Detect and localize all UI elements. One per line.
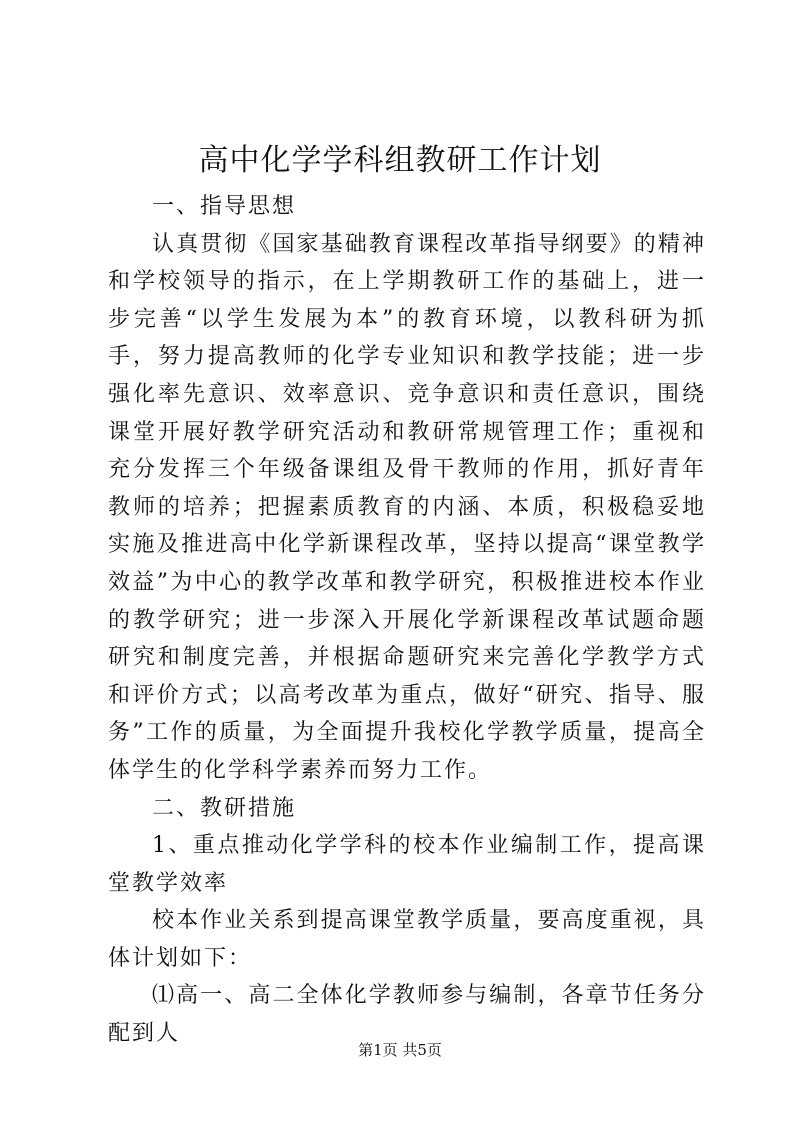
paragraph-guiding-ideology: 认真贯彻《国家基础教育课程改革指导纲要》的精神和学校领导的指示，在上学期教研工作的基础上，进一步完善“以学生发展为本”的教育环境，以教科研为抓手，努力提高教师的化学专业知识和教学技能；进一步强化率先意识、效率意识、竞争意识和责任意识，围绕课堂开展好教学研究活动和教研常规管理工作；重视和充分发挥三个年级备课组及骨干教师的作用，抓好青年教师的培养；把握素质教育的内涵、本质，积极稳妥地实施及推进高中化学新课程改革，坚持以提高“课堂教学效益”为中心的教学改革和教学研究，积极推进校本作业的教学研究；进一步深入开展化学新课程改革试题命题研究和制度完善，并根据命题研究来完善化学教学方式和评价方式；以高考改革为重点，做好“研究、指导、服务”工作的质量，为全面提升我校化学教学质量，提高全体学生的化学科学素养而努力工作。: [108, 231, 706, 783]
paragraph-measure-1: 1、重点推动化学学科的校本作业编制工作，提高课堂教学效率: [108, 833, 706, 896]
document-title: 高中化学学科组教研工作计划: [198, 143, 602, 178]
page-footer: 第1页 共5页: [358, 1041, 442, 1059]
section-heading-measures: 二、教研措施: [152, 795, 297, 821]
paragraph-item-1: ⑴高一、高二全体化学教师参与编制，各章节任务分配到人: [108, 983, 706, 1047]
paragraph-school-homework: 校本作业关系到提高课堂教学质量，要高度重视，具体计划如下：: [108, 908, 706, 971]
section-heading-guiding-ideology: 一、指导思想: [152, 194, 297, 219]
document-body: [108, 188, 706, 1053]
